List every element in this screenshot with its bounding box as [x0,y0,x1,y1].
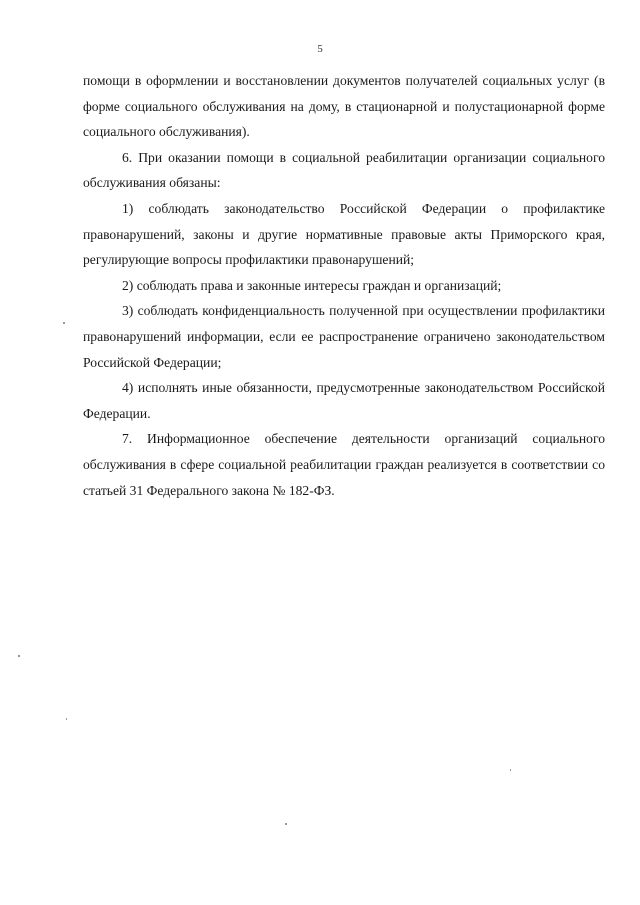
paragraph-subitem-3: 3) соблюдать конфиденциальность полученной при осуществлении профилактики правонарушений информации, если ее распространение ограничено законодательством Российской Федерации; [83,303,605,370]
page-number: 5 [317,43,323,55]
scan-speck [63,322,65,324]
scan-speck [510,769,511,771]
paragraph-subitem-2: 2) соблюдать права и законные интересы граждан и организаций; [122,277,502,293]
paragraph-item-7: 7. Информационное обеспечение деятельности организаций социального обслуживания в сфере социальной реабилитации граждан реализуется в соответствии со статьей 31 Федерального закона № 182-ФЗ. [83,431,605,498]
paragraph-subitem-4: 4) исполнять иные обязанности, предусмотренные законодательством Российской Федерации. [83,380,605,421]
scan-speck [18,655,20,657]
scan-speck [66,718,67,720]
document-body [83,68,605,503]
paragraph-item-6: 6. При оказании помощи в социальной реабилитации организации социального обслуживания обязаны: [83,149,605,191]
paragraph-subitem-1: 1) соблюдать законодательство Российской Федерации о профилактике правонарушений, законы и другие нормативные правовые акты Приморского края, регулирующие вопросы профилактики правонарушений; [83,200,605,268]
scan-speck [285,823,287,825]
paragraph-continuation: помощи в оформлении и восстановлении документов получателей социальных услуг (в форме социального обслуживания на дому, в стационарной и полустационарной форме социального обслуживания). [83,73,605,140]
